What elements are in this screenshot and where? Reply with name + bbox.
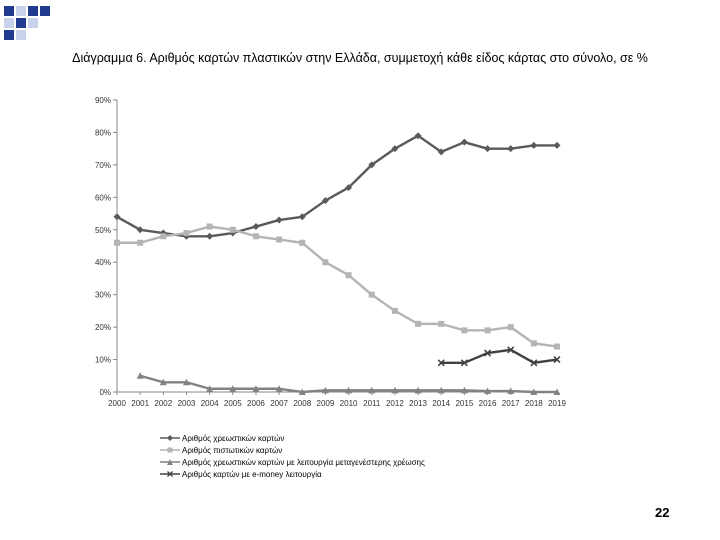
x-tick-label: 2005 <box>223 399 242 408</box>
data-point-diamond <box>507 145 514 152</box>
legend-swatch <box>160 457 180 467</box>
data-point-diamond <box>276 217 283 224</box>
x-tick-label: 2010 <box>339 399 358 408</box>
x-tick-label: 2016 <box>478 399 497 408</box>
x-tick-label: 2006 <box>247 399 265 408</box>
data-point-square <box>438 321 444 327</box>
y-tick-label: 70% <box>94 160 111 170</box>
legend-entry <box>160 468 425 480</box>
x-tick-label: 2019 <box>548 399 566 408</box>
data-point-square <box>299 240 305 246</box>
data-point-square <box>230 227 236 233</box>
series-line <box>117 227 557 347</box>
y-tick-label: 90% <box>94 96 111 105</box>
y-tick-label: 50% <box>94 225 111 235</box>
legend-swatch <box>160 445 180 455</box>
chart-legend <box>160 432 425 480</box>
data-point-square <box>531 340 537 346</box>
x-tick-label: 2011 <box>363 399 381 408</box>
data-point-square <box>508 324 514 330</box>
legend-label: Αριθμός πιστωτικών καρτών <box>182 445 283 455</box>
y-tick-label: 20% <box>94 323 111 333</box>
data-point-diamond <box>206 233 213 240</box>
data-point-square <box>207 224 213 230</box>
page-number: 22 <box>655 505 670 520</box>
data-point-diamond <box>252 223 259 230</box>
x-tick-label: 2018 <box>524 399 543 408</box>
data-point-square <box>114 240 120 246</box>
x-tick-label: 2008 <box>293 399 312 408</box>
data-point-square <box>322 259 328 265</box>
x-tick-label: 2017 <box>501 399 520 408</box>
x-tick-label: 2012 <box>385 399 404 408</box>
x-tick-label: 2015 <box>455 399 474 408</box>
data-point-square <box>346 272 352 278</box>
data-point-square <box>160 233 166 239</box>
data-point-diamond <box>530 142 537 149</box>
y-tick-label: 40% <box>94 258 111 268</box>
legend-swatch <box>160 433 180 443</box>
data-point-square <box>485 327 491 333</box>
legend-entry <box>160 444 425 456</box>
data-point-square <box>183 230 189 236</box>
legend-entry <box>160 456 425 468</box>
data-point-square <box>392 308 398 314</box>
series-line <box>441 350 557 363</box>
x-tick-label: 2013 <box>409 399 427 408</box>
y-tick-label: 30% <box>94 290 111 300</box>
x-tick-label: 2003 <box>177 399 196 408</box>
legend-entry <box>160 432 425 444</box>
x-tick-label: 2014 <box>432 399 451 408</box>
y-tick-label: 60% <box>94 193 111 203</box>
data-point-square <box>461 327 467 333</box>
chart-title: Διάγραμμα 6. Αριθμός καρτών πλαστικών στην Ελλάδα, συμμετοχή κάθε είδος κάρτας στο σύνολο, σε % <box>72 51 648 65</box>
data-point-diamond <box>461 139 468 146</box>
x-tick-label: 2004 <box>200 399 219 408</box>
y-tick-label: 80% <box>94 128 111 138</box>
data-point-square <box>415 321 421 327</box>
legend-label: Αριθμός χρεωστικών καρτών με λειτουργία μεταγενέστερης χρέωσης <box>182 457 425 467</box>
data-point-square <box>554 344 560 350</box>
y-tick-label: 0% <box>99 388 111 397</box>
x-tick-label: 2000 <box>108 399 126 408</box>
x-tick-label: 2001 <box>131 399 150 408</box>
data-point-diamond <box>484 145 491 152</box>
y-tick-label: 10% <box>94 355 111 365</box>
data-point-square <box>369 292 375 298</box>
x-tick-label: 2009 <box>316 399 335 408</box>
series-line <box>117 136 557 237</box>
legend-label: Αριθμός χρεωστικών καρτών <box>182 433 285 443</box>
data-point-square <box>137 240 143 246</box>
data-point-square <box>276 237 282 243</box>
x-tick-label: 2002 <box>154 399 173 408</box>
x-tick-label: 2007 <box>270 399 289 408</box>
data-point-diamond <box>554 142 561 149</box>
legend-swatch <box>160 469 180 479</box>
data-point-square <box>253 233 259 239</box>
legend-label: Αριθμός καρτών με e-money λειτουργία <box>182 469 322 479</box>
